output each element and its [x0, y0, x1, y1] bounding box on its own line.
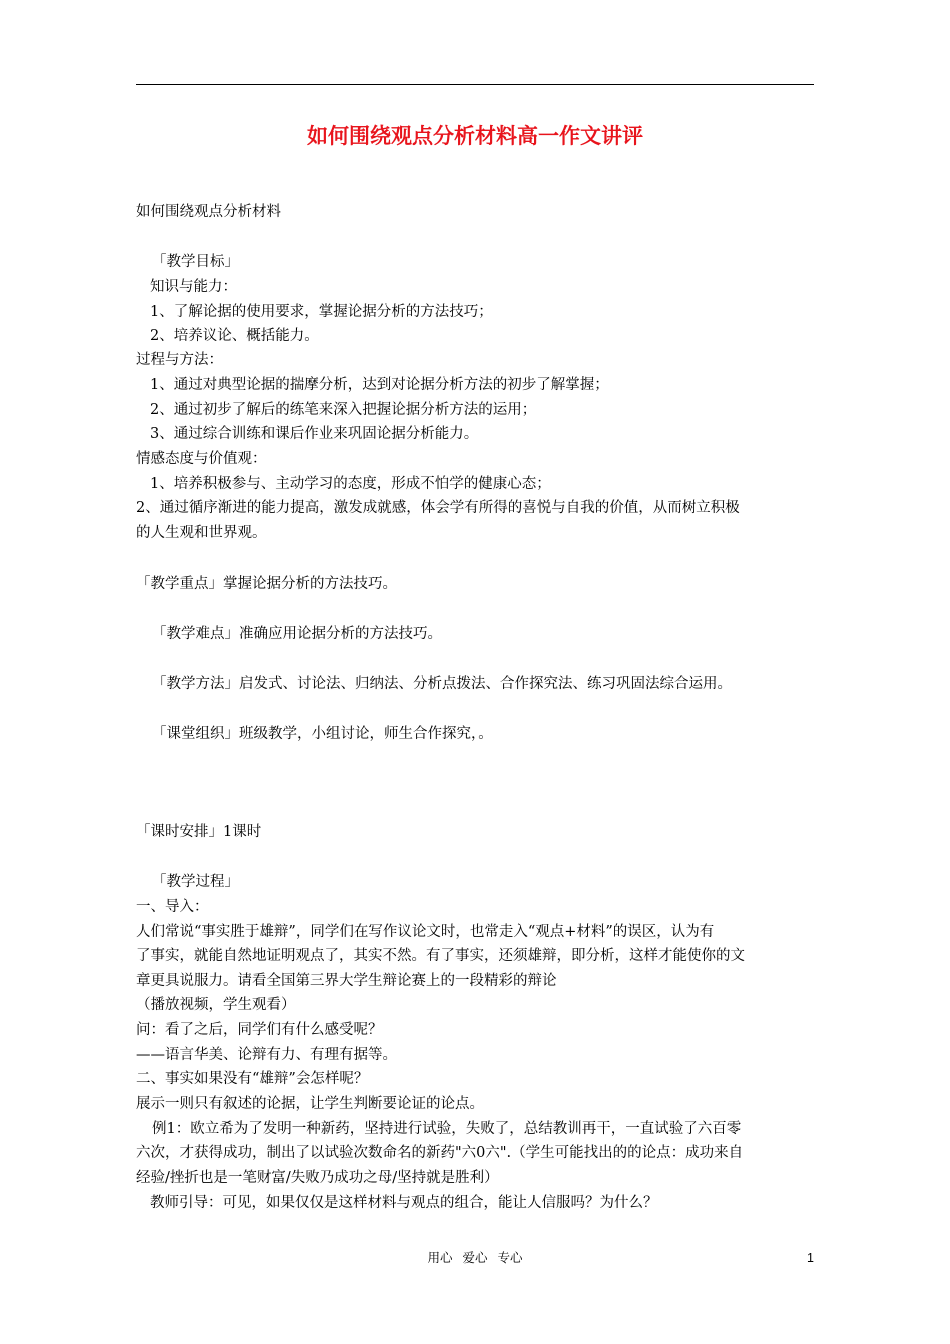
text-line: （播放视频，学生观看）: [136, 997, 296, 1013]
section-organization: 「课堂组织」班级教学，小组讨论，师生合作探究，。: [152, 726, 493, 742]
list-item: 2、通过循序渐进的能力提高，激发成就感，体会学有所得的喜悦与自我的价值，从而树立积极: [136, 500, 740, 516]
section-key-points: 「教学重点」掌握论据分析的方法技巧。: [136, 576, 397, 592]
list-item: 2、培养议论、概括能力。: [150, 328, 319, 344]
section-schedule: 「课时安排」1课时: [136, 824, 262, 840]
text-line: 问：看了之后，同学们有什么感受呢？: [136, 1022, 383, 1038]
page-number: 1: [807, 1251, 814, 1265]
text-line: 知识与能力：: [150, 279, 237, 295]
page-footer: 用心 爱心 专心: [427, 1250, 523, 1265]
text-line: 教师引导：可见，如果仅仅是这样材料与观点的组合，能让人信服吗？为什么？: [150, 1195, 658, 1211]
text-line: ——语言华美、论辩有力、有理有据等。: [136, 1047, 397, 1063]
text-line: 二、事实如果没有“雄辩”会怎样呢？: [136, 1071, 369, 1087]
text-line: 了事实，就能自然地证明观点了，其实不然。有了事实，还须雄辩，即分析，这样才能使你的文: [136, 948, 745, 964]
text-line: 情感态度与价值观：: [136, 451, 267, 467]
list-item: 2、通过初步了解后的练笔来深入把握论据分析方法的运用；: [150, 402, 537, 418]
section-teaching-goals: 「教学目标」: [152, 254, 239, 270]
section-process: 「教学过程」: [152, 874, 239, 890]
section-difficulties: 「教学难点」准确应用论据分析的方法技巧。: [152, 626, 442, 642]
text-line: 经验/挫折也是一笔财富/失败乃成功之母/坚持就是胜利）: [136, 1170, 499, 1186]
section-methods: 「教学方法」启发式、讨论法、归纳法、分析点拨法、合作探究法、练习巩固法综合运用。: [152, 676, 732, 692]
text-line: 章更具说服力。请看全国第三界大学生辩论赛上的一段精彩的辩论: [136, 973, 557, 989]
list-item: 1、培养积极参与、主动学习的态度，形成不怕学的健康心态；: [150, 476, 551, 492]
text-line: 六次，才获得成功，制出了以试验次数命名的新药"六0六".（学生可能找出的的论点：成功来自: [136, 1145, 744, 1161]
list-item: 1、通过对典型论据的揣摩分析，达到对论据分析方法的初步了解掌握；: [150, 377, 609, 393]
list-item: 3、通过综合训练和课后作业来巩固论据分析能力。: [150, 426, 479, 442]
text-line: 过程与方法：: [136, 352, 223, 368]
text-line: 展示一则只有叙述的论据，让学生判断要论证的论点。: [136, 1096, 484, 1112]
text-line: 人们常说“事实胜于雄辩”，同学们在写作议论文时，也常走入“观点+材料”的误区，认为有: [136, 924, 715, 940]
list-item: 1、了解论据的使用要求，掌握论据分析的方法技巧；: [150, 304, 493, 320]
text-line: 的人生观和世界观。: [136, 525, 267, 541]
text-line: 例1：欧立希为了发明一种新药，坚持进行试验，失败了，总结教训再干，一直试验了六百零: [152, 1121, 742, 1137]
text-line: 一、导入：: [136, 899, 209, 915]
header-rule: [136, 84, 814, 85]
document-title: 如何围绕观点分析材料高一作文讲评: [307, 124, 643, 148]
subtitle-line: 如何围绕观点分析材料: [136, 204, 281, 220]
